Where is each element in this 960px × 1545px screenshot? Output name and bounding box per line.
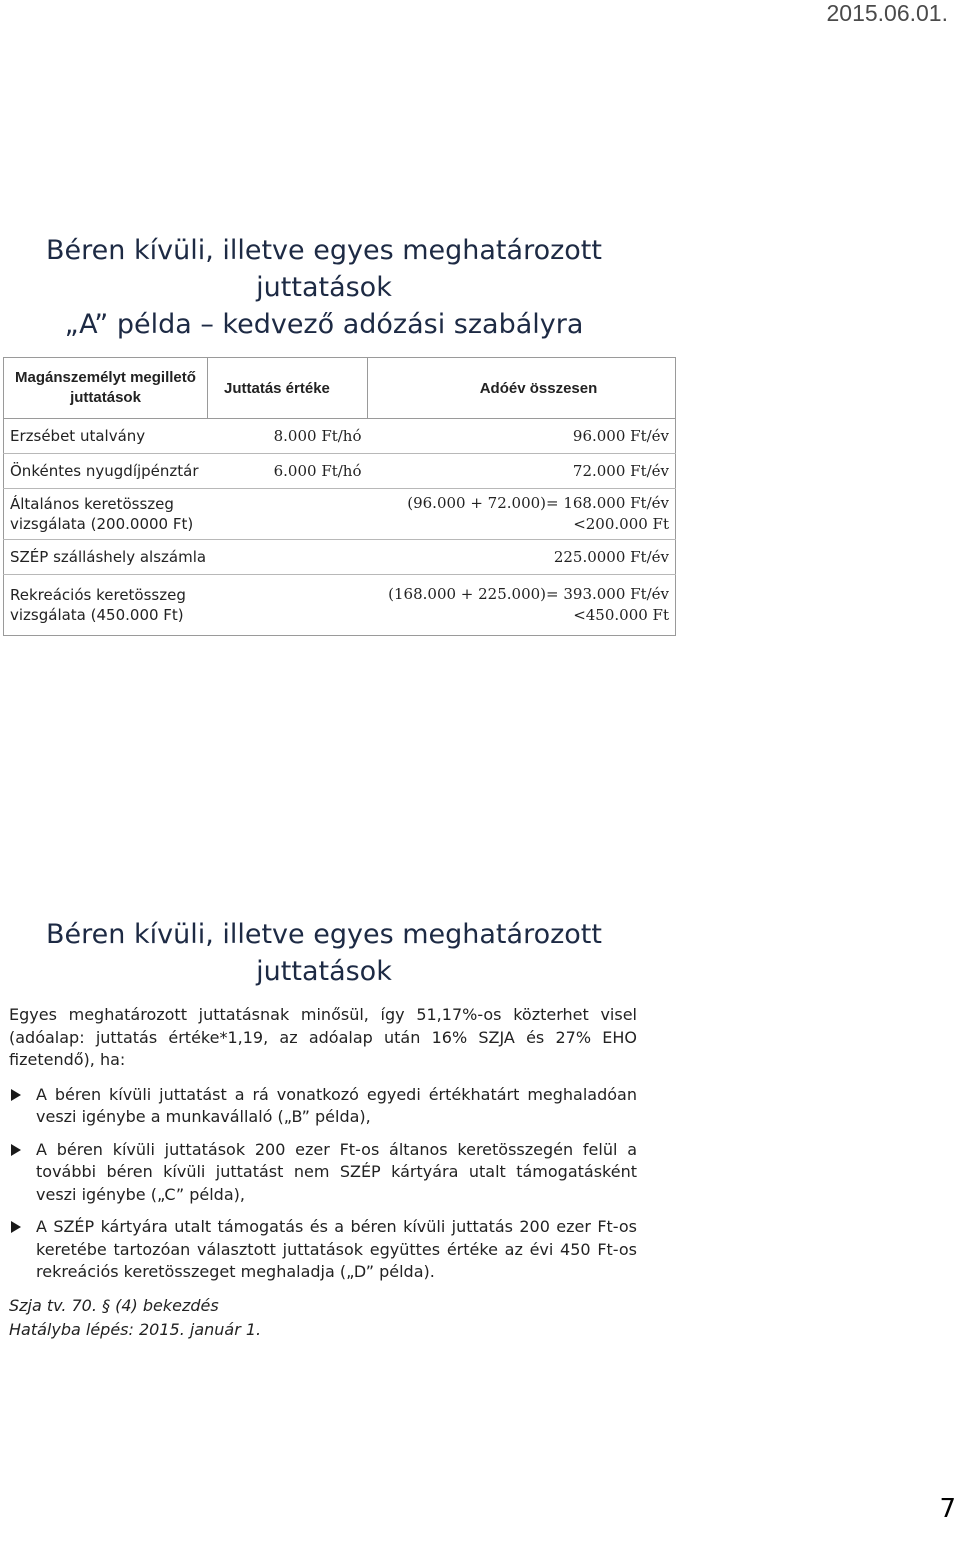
slide1-title-line2: juttatások [256, 272, 392, 303]
triangle-bullet-icon [11, 1221, 21, 1233]
slide2-body [9, 1004, 637, 1342]
list-item-text: A béren kívüli juttatások 200 ezer Ft-os áltanos keretösszegén felül a további béren kívüli juttatást nem SZÉP kártyára utalt támogatásként veszi igénybe („C” példa), [36, 1139, 637, 1204]
benefits-table [3, 357, 676, 636]
table-row [4, 419, 676, 454]
slide2-title-line2: juttatások [256, 956, 392, 987]
header-year-total: Adóév összesen [368, 358, 676, 419]
row-total-line1: (96.000 + 72.000)= 168.000 Ft/év [407, 494, 669, 512]
list-item [9, 1084, 637, 1129]
triangle-bullet-icon [11, 1144, 21, 1156]
slide1-title-line3: „A” példa – kedvező adózási szabályra [64, 309, 584, 340]
header-recipient: Magánszemélyt megillető juttatások [4, 358, 208, 419]
intro-paragraph: Egyes meghatározott juttatásnak minősül, így 51,17%-os közterhet visel (adóalap: juttatás értéke*1,19, az adóalap után 16% SZJA és 27% EHO fizetendő), ha: [9, 1005, 637, 1069]
page-number: 7 [939, 1494, 956, 1524]
list-item [9, 1216, 637, 1284]
row-name: Rekreációs keretösszeg vizsgálata (450.000 Ft) [10, 586, 186, 624]
list-item [9, 1139, 637, 1207]
row-total [368, 575, 676, 636]
legal-references [9, 1294, 637, 1342]
condition-list [9, 1084, 637, 1284]
triangle-bullet-icon [11, 1089, 21, 1101]
row-name: Önkéntes nyugdíjpénztár [10, 462, 199, 480]
row-total-line2: <200.000 Ft [573, 515, 669, 533]
row-value: 6.000 Ft/hó [273, 462, 362, 480]
row-name: SZÉP szálláshely alszámla [10, 548, 207, 566]
row-total-line2: <450.000 Ft [573, 606, 669, 624]
slide1-title [0, 232, 648, 343]
row-value [208, 540, 368, 575]
list-item-text: A béren kívüli juttatást a rá vonatkozó egyedi értékhatárt meghaladóan veszi igénybe a munkavállaló („B” példa), [36, 1084, 637, 1126]
row-value [208, 489, 368, 540]
slide1-title-line1: Béren kívüli, illetve egyes meghatározott [46, 235, 602, 266]
list-item-text: A SZÉP kártyára utalt támogatás és a béren kívüli juttatás 200 ezer Ft-os keretébe tartozóan választott juttatások együttes értéke az évi 450 Ft-os rekreációs keretösszeget meghaladja („D” példa). [36, 1217, 637, 1281]
legal-reference: Szja tv. 70. § (4) bekezdés [9, 1295, 219, 1315]
table-row [4, 454, 676, 489]
row-name: Általános keretösszeg vizsgálata (200.0000 Ft) [10, 495, 194, 533]
row-value: 8.000 Ft/hó [273, 427, 362, 445]
row-total [368, 489, 676, 540]
row-total-line1: (168.000 + 225.000)= 393.000 Ft/év [388, 585, 669, 603]
slide2-title [0, 916, 648, 990]
row-name: Erzsébet utalvány [10, 427, 146, 445]
slide2-title-line1: Béren kívüli, illetve egyes meghatározott [46, 919, 602, 950]
row-total: 72.000 Ft/év [572, 462, 669, 480]
table-row [4, 575, 676, 636]
effective-date: Hatályba lépés: 2015. január 1. [9, 1319, 262, 1339]
row-value [208, 575, 368, 636]
page-date: 2015.06.01. [826, 0, 948, 26]
table-header-row [4, 358, 676, 419]
row-total: 225.0000 Ft/év [553, 548, 669, 566]
table-row [4, 540, 676, 575]
table-row [4, 489, 676, 540]
row-total: 96.000 Ft/év [572, 427, 669, 445]
header-value: Juttatás értéke [208, 358, 368, 419]
